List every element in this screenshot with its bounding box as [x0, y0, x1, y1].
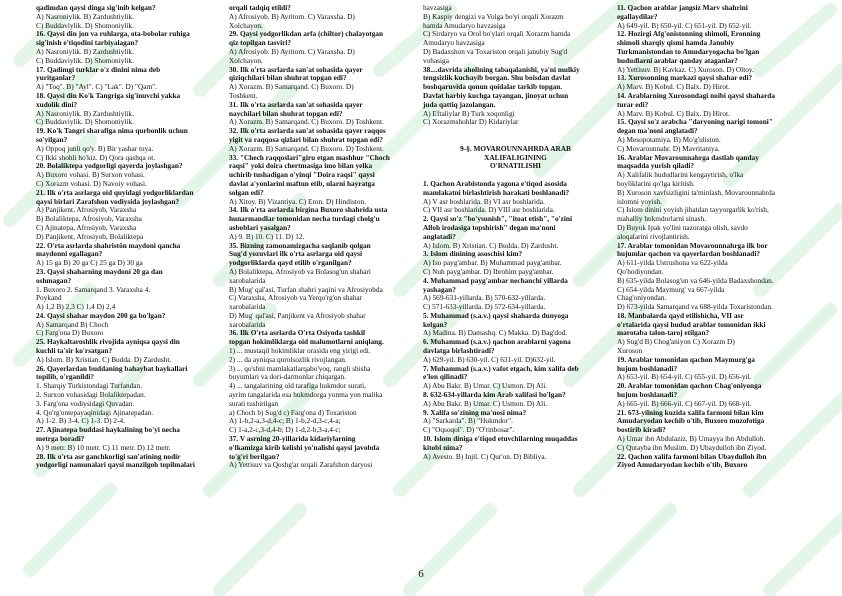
answer-line: C) 1-a,2-c,3-d,4-b; D) 1-d,2-b,3-a,4-c;: [229, 426, 341, 435]
question-line: 17. Arablar tomonidan Movarounnahrga ilk bor: [617, 241, 768, 250]
question-line: hududlarni arablar qanday ataganlar?: [617, 56, 738, 65]
answer-line: A) Marv. B) Kobul. C) Balx. D) Hirot.: [617, 109, 730, 118]
question-line: marotaba talon-taroj etilgan?: [617, 329, 710, 338]
question-line: 33. "Chech raqqoslari"giru etgan mashhur "Choch: [229, 153, 390, 162]
text-column-2: [229, 4, 414, 564]
answer-line: A) Sug'd B) Chog'aniyon C) Xorazm D): [617, 338, 735, 347]
question-line: kuchli ta'sir ko'rsatgan?: [36, 347, 113, 356]
answer-line: A) Eftaliylar B) Turk xoqonligi: [423, 109, 515, 118]
question-line: boshqaruvida qonun qoidalar tarkib topgan.: [423, 83, 563, 92]
answer-line: A) 653-yil. B) 654-yil. C) 655-yil. D) 656-yil.: [617, 373, 752, 382]
answer-line: A) Yettisuv. B) Kavkaz. C) Xuroson. D) Oltoy.: [617, 65, 754, 74]
question-line: metrga boradi?: [36, 435, 85, 444]
answer-line: A) Nasroniylik. B) Zardushtiylik.: [36, 12, 134, 21]
answer-line: Poykand: [36, 294, 62, 303]
answer-line: mahalliy hukmdorlarni sinash.: [617, 215, 706, 224]
answer-line: xarobalarida: [229, 320, 266, 329]
question-line: topgan hokimliklarga oid malumotlarni aniqlang.: [229, 338, 384, 347]
answer-line: Xolchayon.: [229, 56, 263, 65]
question-line: asboblari yasalgan?: [229, 223, 291, 232]
question-line: 12. Hozirgi Afg'onistonning shimoli, Eronning: [617, 30, 761, 39]
question-line: hujum boshlanadi?: [617, 364, 678, 373]
answer-line: C) Islom dinini yoyish jihatdan tayyorgarlik ko'rish,: [617, 206, 769, 215]
answer-line: A) "Toq". B) "Ayl". C) "Lak". D) "Qam".: [36, 83, 157, 92]
question-line: maydonni egallagan?: [36, 250, 103, 259]
answer-line: D) Mug' qal'asi, Panjikent va Afrosiyob shahar: [229, 311, 366, 320]
question-line: 19. Ko'k Tangri sharafiga nima qurbonlik uchun: [36, 127, 188, 136]
question-line: degan ma'noni anglatadi?: [617, 127, 698, 136]
question-line: davlat a'yonlarini maftun etib, ularni hayratga: [229, 179, 375, 188]
question-line: 14. Arablarning Xurosondagi noibi qaysi shaharda: [617, 91, 776, 100]
question-line: yodgorliklarda qayd etilib o'rganilgan?: [229, 259, 352, 268]
question-line: 13. Xurosonning markazi qaysi shahar edi?: [617, 74, 753, 83]
question-line: maqsadda yurish qiladi?: [617, 162, 695, 171]
question-line: Alloh irodasiga topshirish" degan ma'noni: [423, 223, 556, 232]
question-line: so'yilgan?: [36, 135, 68, 144]
answer-line: A) Yettisuv va Qoshg'ar orqali Zarafshon daryosi: [229, 461, 373, 470]
answer-line: C) Xorazm vohasi. D) Navoiy vohasi.: [36, 179, 147, 188]
answer-line: A) Abu Bakr. B) Umar. C) Usmon. D) Ali.: [423, 399, 548, 408]
question-line: qiz topilgan tasviri?: [229, 39, 292, 48]
answer-line: xarobalarida: [229, 276, 266, 285]
question-line: 27. Ajinatepa buddasi haykalining bo'yi necha: [36, 426, 180, 435]
answer-line: 1. Sharqiy Turkistondagi Turfandan.: [36, 382, 143, 391]
question-line: uchirib tushadigan o'yinqi "Doira raqsi" qaysi: [229, 171, 375, 180]
question-line: 23. Qaysi shaharning maydoni 20 ga dan: [36, 267, 163, 276]
answer-line: C) Buddaviylik. D) Shomoniylik.: [36, 21, 134, 30]
question-line: e'lon qilinadi?: [423, 373, 468, 382]
answer-line: 3. Farg'ona vodiysidagi Quvadan.: [36, 399, 135, 408]
answer-line: A) Islom. B) Xristian. C) Budda. D) Zardusht.: [423, 241, 559, 250]
answer-line: A) Xorazm. B) Samarqand. C) Buxoro. D) Toshkent.: [229, 144, 384, 153]
question-line: o'rtalarida qaysi hudud arablar tomonidan ikki: [617, 320, 766, 329]
answer-line: A) 629-yil. B) 630-yil. C) 631-yil. D)632-yil.: [423, 355, 556, 364]
question-line: 34. Ilk o'rta asrlarda birgina Buxoro shahrida usta: [229, 206, 388, 215]
question-line: xudolik dini?: [36, 100, 78, 109]
question-line: 24. Qaysi shahar maydon 200 ga bo'lgan?: [36, 311, 166, 320]
section-heading-line: 9-§. MOVAROUNNAHRDA ARAB: [460, 144, 571, 153]
answer-line: D) Badaxshon va Toxariston orqali janubiy Sug'd: [423, 47, 568, 56]
question-line: 7. Muhammad (s.a.v.) vafot etgach, kim xalifa deb: [423, 364, 579, 373]
answer-line: C) Ikki shohli ho'kiz. D) Qora qashqa ot.: [36, 153, 156, 162]
answer-line: A) Avesto. B) Injil. C) Qur'on. D) Bibliya.: [423, 452, 547, 461]
answer-line: B) Kaspiy dengizi va Volga bo'yi orqali Xorazm: [423, 12, 564, 21]
answer-line: 2. Surxon vohasidagi Bolaliktepadan.: [36, 391, 146, 400]
question-line: 16. Arablar Movarounnahrga dastlab qanday: [617, 153, 759, 162]
answer-line: A) Xorazm. B) Samarqand. C) Buxoro. D) Toshkent.: [229, 118, 384, 127]
question-line: to'g'ri berilgan?: [229, 452, 280, 461]
question-line: 5. Muhammad (s.a.v.) qaysi shaharda dunyoga: [423, 311, 569, 320]
question-line: 30. Ilk o'rta asrlarda san'at sohasida qayer: [229, 65, 363, 74]
answer-line: 2) ... da ayniqsa qurolsozlik rivojlangan.: [229, 355, 347, 364]
question-line: 20. Arablar tomonidan qachon Chag'oniyonga: [617, 382, 762, 391]
answer-line: A) 649-yil. B) 650-yil. C) 651-yil. D) 652-yil.: [617, 21, 752, 30]
section-heading-line: XALIFALIGINING: [484, 153, 547, 162]
question-line: Ziyod Amudaryodan kechib o'tib, Buxoro: [617, 461, 748, 470]
question-line: 26. Qayerlardan buddaning bahaybat haykallari: [36, 364, 188, 373]
answer-line: D) Panjikent, Afrosiyob, Bolaliktepa: [36, 232, 144, 241]
answer-line: A) Panjikent, Afrosiyob, Varaxsha: [36, 206, 137, 215]
answer-line: A) 569-631-yillarda. B) 570-632-yillarda.: [423, 294, 546, 303]
question-line: davlatga birlashtiradi?: [423, 347, 495, 356]
question-line: egallaydilar?: [617, 12, 658, 21]
answer-line: surati tushirilgan: [229, 399, 279, 408]
question-line: 21. Ilk o'rta asrlarga oid quyidagi yodgorliklardan: [36, 188, 194, 197]
section-heading-line: O'RNATILISHI: [490, 162, 541, 171]
answer-line: A) Xitoy. B) Vizantiya. C) Eron. D) Hindiston.: [229, 197, 366, 206]
answer-line: Toshkent.: [229, 91, 258, 100]
question-line: juda qattiq jazolangan.: [423, 100, 496, 109]
answer-line: A) 9 metr. B) 10 metr. C) 11 metr. D) 12 metr.: [36, 443, 171, 452]
answer-line: C) 571-633-yillarda. D) 572-634-yillarda.: [423, 303, 546, 312]
answer-line: A) 611-yilda Ustrushona va 622-yilda: [617, 259, 728, 268]
answer-line: A) Madina. B) Damashq. C) Makka. D) Bag'dod.: [423, 329, 568, 338]
question-line: 22. Qachon xalifa farmoni bilan Ubaydulloh ibn: [617, 452, 767, 461]
question-line: 17. Qadimgi turklar o'z dinini nima deb: [36, 65, 161, 74]
answer-line: islomni yoyish.: [617, 197, 663, 206]
question-line: naychilari bilan shuhrat topgan edi?: [229, 109, 343, 118]
question-line: hunarmandlar tomonidan necha turdagi cholg'u: [229, 215, 380, 224]
text-column-4: [617, 4, 807, 564]
question-line: 10. Islom diniga e'tiqod etuvchilarning muqaddas: [423, 435, 578, 444]
answer-line: havzasiga: [423, 4, 452, 12]
question-line: kitobi nima?: [423, 443, 463, 452]
question-line: Turkmanistondan to Amudaryogacha bo'lgan: [617, 47, 760, 56]
question-line: 4. Muhammad payg'ambar nechanchi yillarda: [423, 276, 568, 285]
question-line: tengsizlik kuchayib borgan. Shu boisdan davlat: [423, 74, 571, 83]
answer-line: boyliklarini qo'lga kiritish.: [617, 179, 695, 188]
answer-line: A) 9. B) 10. C) 11. D) 12.: [229, 232, 305, 241]
question-line: 11. Qachon arablar jangsiz Marv shahrini: [617, 4, 748, 12]
answer-line: A) V asr boshlarida. B) VI asr boshlarida.: [423, 197, 545, 206]
answer-line: A) Xorazm. B) Samarqand. C) Buxoro. D): [229, 83, 354, 92]
question-line: 22. O'rta asrlarda shahristön maydoni qancha: [36, 241, 181, 250]
answer-line: A) Islom. B) Xristian. C) Budda. D) Zardusht.: [36, 355, 172, 364]
question-line: qadimdan qaysi dinga sig'inib kelgan?: [36, 4, 156, 12]
answer-line: C) VII asr boshlarida. D) VIII asr boshlarida.: [423, 206, 555, 215]
question-line: 18. Manbalarda qayd etilishicha, VII asr: [617, 311, 744, 320]
answer-line: A) Nasroniylik. B) Zardushtiylik.: [36, 109, 134, 118]
question-line: o'lkamizga kirib kelishi yo'nalishi qaysi javobda: [229, 443, 380, 452]
answer-line: C) Varaxsha, Afrosiyob va Yerqo'rg'on shahar: [229, 294, 363, 303]
answer-line: 1) ... mustaqil hokimliklar orasida eng yirigi edi.: [229, 347, 371, 356]
question-line: 28. Ilk o'rta asr ganchkorligi san'atining nodir: [36, 452, 181, 461]
question-line: 31. Ilk o'rta asrlarda san'at sohasida qayer: [229, 100, 363, 109]
answer-line: C) "Oqsoqol". D) "O'rinbosar".: [423, 426, 515, 435]
question-line: yuritganlar?: [36, 74, 76, 83]
answer-line: D) 673-yilda Samarqand va 688-yilda Toxaristondan.: [617, 303, 773, 312]
question-line: 6. Muhammad (s.a.v.) qachon arablarni yagona: [423, 338, 571, 347]
question-line: bostirib kiradi?: [617, 426, 666, 435]
answer-line: A) Afrosiyob. B) Ayritom. C) Varaxsha. D): [229, 12, 355, 21]
answer-line: 3) ... qo'shni mamlakatlarqabo'yoq, rangli shisha: [229, 364, 371, 373]
answer-line: A) Samarqand B) Choch: [36, 320, 109, 329]
question-line: qaysi birlari Zarafshon vodiysida joylashgan?: [36, 197, 180, 206]
question-line: 35. Bizning zamonamizgacha saqlanib qolgan: [229, 241, 371, 250]
answer-line: A) 1,2 B) 2,3 C) 1,4 D) 2,4: [36, 303, 116, 312]
question-line: 21. 673-yilning kuzida xalifa farmoni bilan kim: [617, 408, 764, 417]
answer-line: A) Nasroniylik. B) Zardushtiylik.: [36, 47, 134, 56]
answer-line: Chag'oniyondan.: [617, 294, 667, 303]
question-line: yodgorligi namunalari qaysi manzilgoh topilmalari: [36, 461, 195, 470]
question-line: 37. V asrning 20-yillarida kidariylarning: [229, 435, 356, 444]
question-line: 29. Qaysi yodgorlikdan arfa (chiltor) chalayotgan: [229, 30, 384, 39]
answer-line: B) Xuroson xavfsizligini ta'minlash, Movarounnahrda: [617, 188, 775, 197]
answer-line: aloqalarini rivojlantirish.: [617, 232, 690, 241]
question-line: topilib, o'rganildi?: [36, 373, 94, 382]
question-line: 3. Islom dinining asoschisi kim?: [423, 250, 523, 259]
question-line: mamlakatni birlashtirish harakati boshlanadi?: [423, 188, 570, 197]
answer-line: A) Mesopotamiya. B) Mo'g'uliston.: [617, 135, 721, 144]
answer-line: A) 665-yil. B) 666-yil. C) 667-yil. D) 668-yil.: [617, 399, 752, 408]
answer-line: C) 654-yilda Maymurg' va 667-yilda: [617, 285, 725, 294]
text-column-1: [36, 4, 221, 564]
question-line: 9. Xalifa so'zining ma'nosi nima?: [423, 408, 527, 417]
answer-line: 4) ... tangalarining old tarafiga hukmdor surati,: [229, 382, 366, 391]
answer-line: A) 15 ga B) 20 ga C) 25 ga D) 30 ga: [36, 259, 143, 268]
line-spacer: [423, 136, 608, 145]
page-number: 6: [418, 568, 424, 580]
answer-line: Qo'hodiyondan.: [617, 267, 664, 276]
question-line: 2. Qaysi so'z "bo'ysunish", "itoat etish", "o'zini: [423, 215, 572, 224]
answer-line: D) Buyuk Ipak yo'lini nazoratga olish, savdo: [617, 223, 748, 232]
answer-line: B) Mug' qal'asi, Turfan shahri yaqini va Afrosiyobda: [229, 285, 383, 294]
answer-line: A) Oppoq junli qo'y. B) Bir yashar tuya.: [36, 144, 154, 153]
question-line: 36. Ilk O'rta asrlarda O'rta Osiyoda tashkil: [229, 329, 366, 338]
question-line: yigit va raqqosa qizlari bilan shuhrat topgan edi?: [229, 135, 383, 144]
answer-line: C) Movarounnahr. D) Mavritaniya.: [617, 144, 720, 153]
question-line: 32. Ilk o'rta asrlarda san'at sohasida qayer raqqos: [229, 127, 386, 136]
line-spacer: [423, 127, 608, 136]
question-line: oshmagan?: [36, 276, 72, 285]
answer-line: C) Buddaviylik. D) Shomoniylik.: [36, 56, 134, 65]
question-line: qiziqchilari bilan shuhrat topgan edi?: [229, 74, 347, 83]
answer-line: A) Marv. B) Kobul. C) Balx. D) Hirot.: [617, 83, 730, 92]
answer-line: A) Abu Bakr. B) Umar. C) Usmon. D) Ali.: [423, 382, 548, 391]
answer-line: ayrim tangalarida esa hukmdorga yonma yon malika: [229, 391, 383, 400]
answer-line: C) Xorazmshohlar D) Kidariylar: [423, 118, 519, 127]
question-line: 1. Qachon Arabistonda yagona e'tiqod asosida: [423, 179, 567, 188]
answer-line: vohasiga: [423, 56, 449, 65]
question-line: hujum boshlanadi?: [617, 391, 678, 400]
question-line: anglatadi?: [423, 232, 456, 241]
answer-line: C) Ajinatepa, Afrosiyob, Varaxsha: [36, 223, 137, 232]
answer-line: C) Qutayba ibn Muslim. D) Ubaydulloh ibn Ziyod.: [617, 443, 767, 452]
answer-line: A) Bolaliktepa, Afrosiyob va Bolasog'un shahari: [229, 267, 371, 276]
answer-line: Amudaryo havzasiga: [423, 39, 485, 48]
answer-line: B) Bolaliktepa, Afrosiyob, Varaxsha: [36, 215, 142, 224]
question-line: 20. Bolaliktepa yodgorligi qayerda joylashgan?: [36, 162, 183, 171]
answer-line: A) Xalifalik hududlarini kengaytirish, o'lka: [617, 171, 744, 180]
question-line: yashagan?: [423, 285, 456, 294]
answer-line: C) Buddaviylik. D) Shomoniylik.: [36, 118, 134, 127]
answer-line: B) 635-yilda Bolasog'un va 646-yilda Badaxshondan.: [617, 276, 774, 285]
question-line: turar edi?: [617, 100, 649, 109]
question-line: 8. 632-634-yillarda kim Arab xalifasi bo'lgan?: [423, 391, 566, 400]
question-line: shimoli sharqiy qismi hamda Janubiy: [617, 39, 735, 48]
answer-line: Xolchayon.: [229, 21, 263, 30]
question-line: 19. Arablar tomonidan qachon Maymurg'ga: [617, 355, 755, 364]
question-line: 15. Qaysi so'z arabcha "daryoning narigi tomoni": [617, 118, 773, 127]
answer-line: 1. Buxoro 2. Samarqand 3. Varaxsha 4.: [36, 285, 151, 294]
answer-line: buyumlari va dori-darmonlar chiqargan.: [229, 373, 346, 382]
question-line: Davlat harbiy kuchga tayangan, jinoyat uchun: [423, 91, 569, 100]
answer-line: A) 1-2. B) 3-4. C) 1-3. D) 2-4.: [36, 417, 125, 426]
question-line: 16. Qaysi din jon va ruhlarga, ota-bobolar ruhiga: [36, 30, 190, 39]
answer-line: hamda Amudaryo havzasiga: [423, 21, 506, 30]
answer-line: A) Umar ibn Abdulaziz. B) Umayya ibn Abdulloh.: [617, 435, 766, 444]
answer-line: xarobalarida: [229, 303, 266, 312]
answer-line: C) Nuh payg'ambar. D) Ibrohim payg'ambar.: [423, 267, 554, 276]
question-line: solgan edi?: [229, 188, 264, 197]
answer-line: A) Afrosiyob. B) Ayritom. C) Varaxsha. D): [229, 47, 355, 56]
answer-line: A) 1-b,2-a,3-d,4-c; B) 1-b,2-d,3-c,4-a;: [229, 417, 341, 426]
answer-line: Xuroson: [617, 347, 643, 356]
answer-line: A) Iso payg'ambar. B) Muhammad payg'ambar.: [423, 259, 562, 268]
question-line: Amudaryodan kechib o'tib, Buxoro muzofotiga: [617, 417, 765, 426]
question-line: hujumlar qachon va qayerlardan boshlanadi?: [617, 250, 761, 259]
answer-line: a) Choch b) Sug'd c) Farg'ona d) Toxariston: [229, 408, 357, 417]
answer-line: C) Sirdaryo va Orol bo'ylari orqali Xorazm hamda: [423, 30, 571, 39]
question-line: 38....davrida aholining tabaqalanishi, ya'ni mulkiy: [423, 65, 580, 74]
question-line: 18. Qaysi din Ko'k Tangriga sig'inuvchi yakka: [36, 91, 181, 100]
question-line: orqali tadqiq etildi?: [229, 4, 291, 12]
question-line: kelgan?: [423, 320, 448, 329]
question-line: Sug'd yozuvlari ilk o'rta asrlarga oid qaysi: [229, 250, 362, 259]
text-column-3: [423, 4, 608, 564]
question-line: 25. Haykaltaroshlik rivojida ayniqsa qaysi din: [36, 338, 180, 347]
answer-line: 4. Qo'rg'ontepayaqinidagi Ajinatepadan.: [36, 408, 154, 417]
answer-line: C) Farg'ona D) Buxoro: [36, 329, 104, 338]
question-line: raqsi" yoki doira chertmasiga imo bilan yelka: [229, 162, 373, 171]
answer-line: A) "Sarkarda". B) "Hukmdor".: [423, 417, 513, 426]
answer-line: A) Buxoro vohasi. B) Surxon vohasi.: [36, 171, 145, 180]
line-spacer: [423, 171, 608, 180]
question-line: sig'inish e'tiqodini tarbiyalagan?: [36, 39, 139, 48]
